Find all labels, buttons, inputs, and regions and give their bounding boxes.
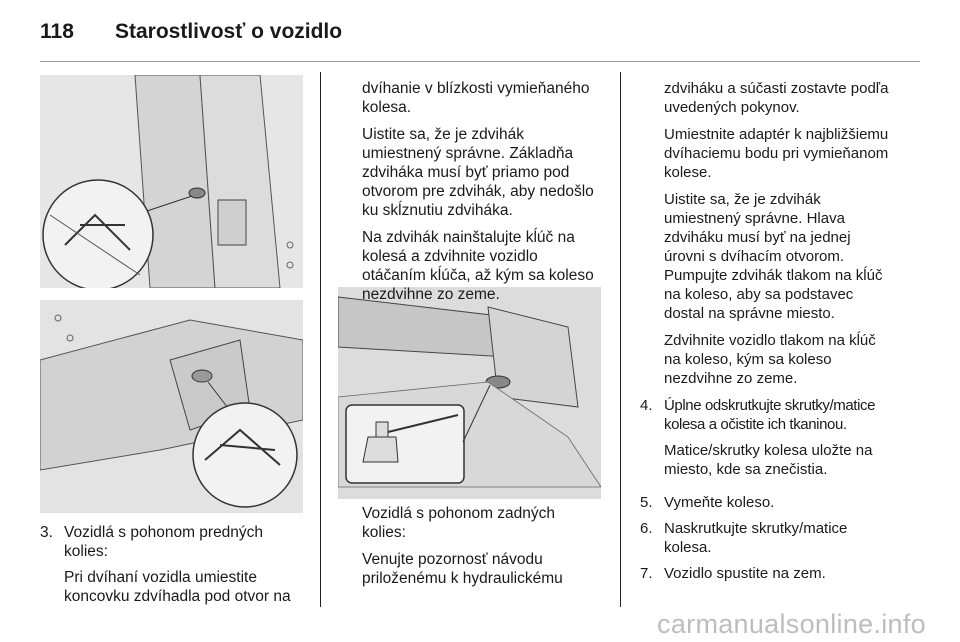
column-divider-1: [320, 72, 321, 607]
step-3-paragraph: Pri dvíhaní vozidla umiestite koncovku zdvíhadla pod otvor na: [64, 569, 291, 605]
col3-paragraph-4: Zdvihnite vozidlo tlakom na kĺúč na koleso, kým sa koleso nezdvihne zo zeme.: [664, 332, 876, 387]
step-5-number: 5.: [640, 494, 653, 511]
step-6-text: Naskrutkujte skrutky/matice kolesa.: [664, 520, 848, 556]
step-3-number: 3.: [40, 524, 53, 541]
fwd-jack-point-drawing: [40, 75, 303, 288]
illustration-rwd-hydraulic-jack: [338, 287, 601, 499]
page-number: 118: [40, 20, 74, 43]
column-1: [40, 523, 310, 620]
step-4-number: 4.: [640, 397, 653, 414]
fwd-jack-placement-drawing: [40, 300, 303, 513]
step-4-heading: Úplne odskrutkujte skrutky/matice kolesa a očistite ich tkaninou.: [664, 397, 876, 433]
col3-paragraph-2: Umiestnite adaptér k najbližšiemu dvíhaciemu bodu pri vymieňanom kolese.: [664, 126, 889, 181]
step-7: [640, 564, 925, 583]
step-5: [640, 493, 925, 512]
col2-paragraph-2: Uistite sa, že je zdvihák umiestnený správne. Základňa zdviháka musí byť priamo pod otvorom pre zdvihák, aby nedošlo ku skĺznutiu zdviháka.: [362, 126, 594, 219]
illustration-fwd-jack-point: [40, 75, 303, 288]
rwd-hydraulic-jack-drawing: [338, 287, 601, 499]
step-4-paragraph: Matice/skrutky kolesa uložte na miesto, kde sa znečistia.: [664, 442, 873, 478]
step-7-text: Vozidlo spustite na zem.: [664, 565, 826, 582]
col3-paragraph-3: Uistite sa, že je zdvihák umiestnený správne. Hlava zdviháku musí byť na jednej úrovni s dvíhacím otvorom. Pumpujte zdvihák tlakom na kĺúč na koleso, aby sa podstavec dostal na správne miesto.: [664, 191, 883, 322]
column-2-top: [362, 79, 612, 312]
page-header: [40, 14, 342, 50]
step-3-heading: Vozidlá s pohonom predných kolies:: [64, 524, 264, 560]
illustration-fwd-jack-placement: [40, 300, 303, 513]
chapter-title: Starostlivosť o vozidlo: [115, 20, 343, 43]
watermark: carmanualsonline.info: [657, 609, 926, 639]
col3-paragraph-1: zdviháku a súčasti zostavte podľa uvedených pokynov.: [664, 80, 889, 116]
column-divider-2: [620, 72, 621, 607]
rwd-caption: Vozidlá s pohonom zadných kolies:: [362, 505, 556, 541]
rwd-paragraph: Venujte pozornosť návodu priloženému k hydraulickému: [362, 551, 563, 587]
step-6-number: 6.: [640, 520, 653, 537]
col2-paragraph-1: dvíhanie v blízkosti vymieňaného kolesa.: [362, 80, 590, 116]
step-6: [640, 519, 925, 557]
column-3: [640, 79, 925, 590]
header-rule: [40, 61, 920, 62]
step-4: [640, 396, 925, 486]
step-3: [40, 523, 310, 613]
column-2-bottom: [362, 504, 612, 596]
step-5-text: Vymeňte koleso.: [664, 494, 775, 511]
step-7-number: 7.: [640, 565, 653, 582]
col2-paragraph-3: Na zdvihák nainštalujte kĺúč na kolesá a zdvihnite vozidlo otáčaním kĺúča, až kým sa koleso nezdvihne zo zeme.: [362, 229, 594, 303]
